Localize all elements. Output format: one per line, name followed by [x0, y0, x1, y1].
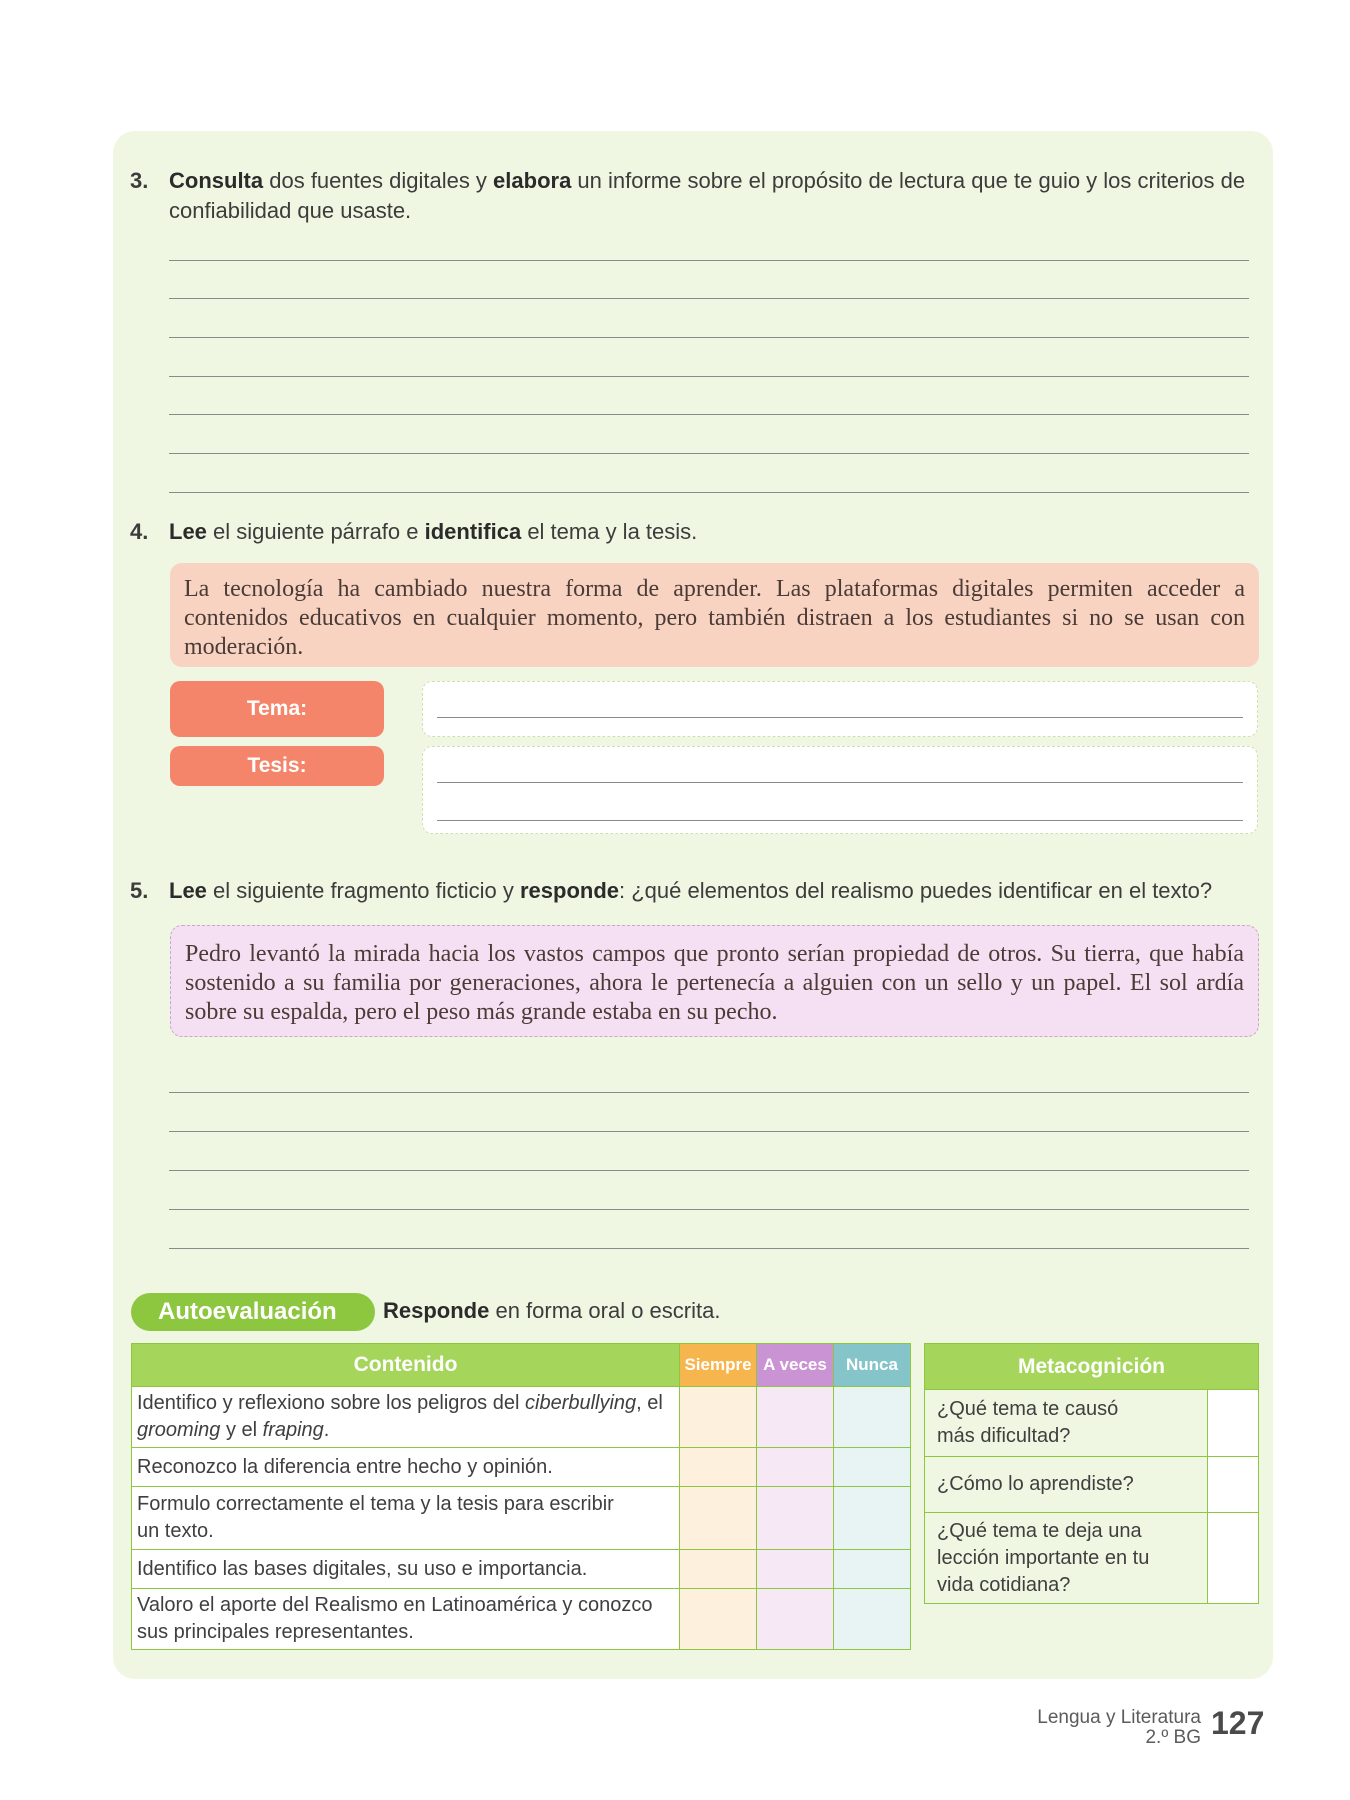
metacognicion-answer-cell[interactable]	[1208, 1513, 1259, 1604]
column-header-contenido: Contenido	[132, 1344, 680, 1387]
nunca-checkbox[interactable]	[834, 1387, 911, 1448]
table-row	[132, 1448, 911, 1487]
question-text: Consulta dos fuentes digitales y elabora un informe sobre el propósito de lectura que te guio y los criterios de confiabilidad que usaste.	[169, 168, 1246, 223]
siempre-checkbox[interactable]	[680, 1387, 757, 1448]
answer-line[interactable]	[169, 453, 1249, 454]
reading-paragraph: La tecnología ha cambiado nuestra forma de aprender. Las plataformas digitales permiten acceder a contenidos educativos en cualquier momento, pero también distraen a los estudiantes si no se usan con moderación.	[170, 563, 1259, 667]
a-veces-checkbox[interactable]	[757, 1387, 834, 1448]
answer-line[interactable]	[169, 1131, 1249, 1132]
answer-line[interactable]	[437, 820, 1243, 821]
table-row	[132, 1387, 911, 1448]
reading-fragment: Pedro levantó la mirada hacia los vastos campos que pronto serían propiedad de otros. Su tierra, que había sostenido a su familia por generaciones, ahora le pertenecía a alguien con un sello y un papel. El sol ardía sobre su espalda, pero el peso más grande estaba en su pecho.	[170, 925, 1259, 1037]
answer-line[interactable]	[169, 1209, 1249, 1210]
contenido-cell: Valoro el aporte del Realismo en Latinoamérica y conozco sus principales representantes.	[132, 1589, 680, 1650]
metacognicion-table	[924, 1343, 1259, 1604]
answer-line[interactable]	[169, 1170, 1249, 1171]
nunca-checkbox[interactable]	[834, 1550, 911, 1589]
table-row	[925, 1390, 1259, 1457]
answer-line[interactable]	[169, 1092, 1249, 1093]
siempre-checkbox[interactable]	[680, 1589, 757, 1650]
metacognicion-question: ¿Cómo lo aprendiste?	[925, 1457, 1208, 1513]
a-veces-checkbox[interactable]	[757, 1448, 834, 1487]
metacognicion-answer-cell[interactable]	[1208, 1457, 1259, 1513]
table-row	[132, 1487, 911, 1550]
autoevaluacion-badge: Autoevaluación	[131, 1293, 375, 1331]
contenido-cell: Identifico las bases digitales, su uso e importancia.	[132, 1550, 680, 1589]
metacognicion-answer-cell[interactable]	[1208, 1390, 1259, 1457]
table-row	[132, 1589, 911, 1650]
siempre-checkbox[interactable]	[680, 1550, 757, 1589]
answer-line[interactable]	[437, 717, 1243, 718]
tema-label: Tema:	[170, 681, 384, 737]
tema-answer-box[interactable]	[422, 681, 1258, 737]
tesis-answer-box[interactable]	[422, 746, 1258, 834]
footer-subject	[1037, 1708, 1201, 1748]
subject-name: Lengua y Literatura	[1037, 1707, 1201, 1728]
siempre-checkbox[interactable]	[680, 1487, 757, 1550]
column-header-nunca: Nunca	[834, 1344, 911, 1387]
table-row	[925, 1513, 1259, 1604]
question-number: 4.	[130, 519, 149, 544]
table-row	[132, 1550, 911, 1589]
metacognicion-question: ¿Qué tema te causó más dificultad?	[925, 1390, 1208, 1457]
contenido-cell: Formulo correctamente el tema y la tesis para escribir un texto.	[132, 1487, 680, 1550]
tesis-label: Tesis:	[170, 746, 384, 786]
answer-line[interactable]	[169, 492, 1249, 493]
answer-line[interactable]	[169, 298, 1249, 299]
column-header-a-veces: A veces	[757, 1344, 834, 1387]
contenido-cell: Identifico y reflexiono sobre los peligros del ciberbullying, el grooming y el fraping.	[132, 1387, 680, 1448]
answer-line[interactable]	[169, 337, 1249, 338]
answer-line[interactable]	[169, 414, 1249, 415]
metacognicion-question: ¿Qué tema te deja una lección importante en tu vida cotidiana?	[925, 1513, 1208, 1604]
question-text: Lee el siguiente fragmento ficticio y responde: ¿qué elementos del realismo puedes identificar en el texto?	[169, 878, 1213, 903]
table-row	[925, 1457, 1259, 1513]
autoevaluacion-instruction: Responde en forma oral o escrita.	[383, 1298, 721, 1323]
nunca-checkbox[interactable]	[834, 1448, 911, 1487]
question-number: 5.	[130, 878, 149, 903]
a-veces-checkbox[interactable]	[757, 1550, 834, 1589]
answer-line[interactable]	[437, 782, 1243, 783]
page-number: 127	[1211, 1705, 1265, 1741]
autoevaluacion-table	[131, 1343, 911, 1650]
question-text: Lee el siguiente párrafo e identifica el tema y la tesis.	[169, 519, 698, 544]
metacognicion-header: Metacognición	[925, 1344, 1259, 1390]
answer-line[interactable]	[169, 260, 1249, 261]
siempre-checkbox[interactable]	[680, 1448, 757, 1487]
nunca-checkbox[interactable]	[834, 1487, 911, 1550]
nunca-checkbox[interactable]	[834, 1589, 911, 1650]
grade-label: 2.º BG	[1145, 1727, 1201, 1748]
question-number: 3.	[130, 168, 149, 193]
answer-line[interactable]	[169, 1248, 1249, 1249]
contenido-cell: Reconozco la diferencia entre hecho y opinión.	[132, 1448, 680, 1487]
column-header-siempre: Siempre	[680, 1344, 757, 1387]
answer-line[interactable]	[169, 376, 1249, 377]
a-veces-checkbox[interactable]	[757, 1589, 834, 1650]
a-veces-checkbox[interactable]	[757, 1487, 834, 1550]
